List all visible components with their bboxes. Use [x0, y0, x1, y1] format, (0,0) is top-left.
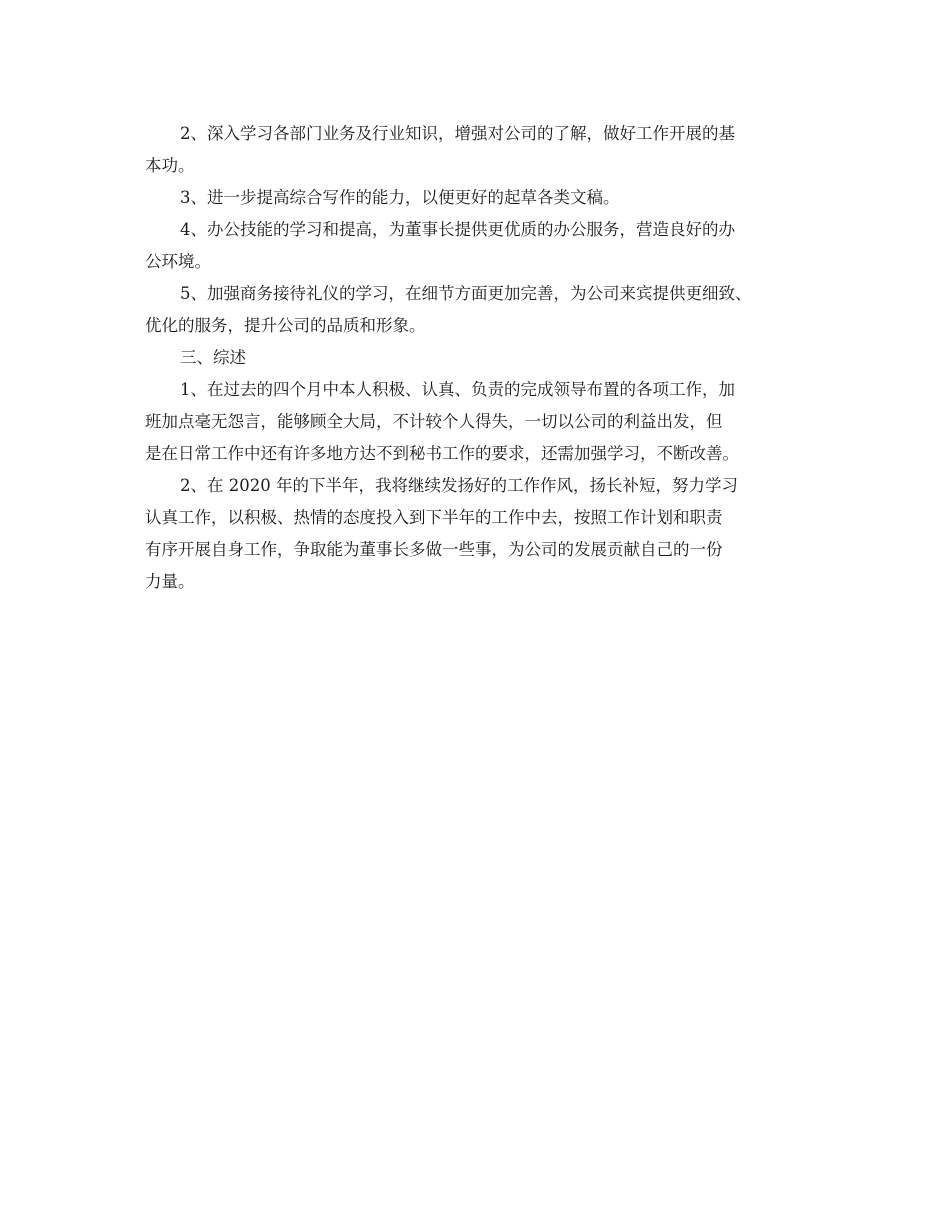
paragraph-line: 5、加强商务接待礼仪的学习，在细节方面更加完善，为公司来宾提供更细致、: [180, 284, 752, 303]
paragraph-line: 力量。: [145, 572, 195, 591]
paragraph-line: 班加点毫无怨言，能够顾全大局，不计较个人得失，一切以公司的利益出发，但: [145, 412, 723, 431]
paragraph-line: 优化的服务，提升公司的品质和形象。: [145, 316, 426, 335]
paragraph-line: 4、办公技能的学习和提高，为董事长提供更优质的办公服务，营造良好的办: [180, 220, 735, 239]
section-heading: 三、综述: [180, 348, 246, 367]
paragraph-line: 有序开展自身工作，争取能为董事长多做一些事，为公司的发展贡献自己的一份: [145, 540, 723, 559]
paragraph-line: 是在日常工作中还有许多地方达不到秘书工作的要求，还需加强学习，不断改善。: [145, 444, 739, 463]
document-body: [145, 118, 825, 598]
paragraph-line: 2、深入学习各部门业务及行业知识，增强对公司的了解，做好工作开展的基: [180, 124, 735, 143]
paragraph-line: 本功。: [145, 156, 195, 175]
paragraph-line: 公环境。: [145, 252, 211, 271]
paragraph-line: 3、进一步提高综合写作的能力，以便更好的起草各类文稿。: [180, 188, 620, 207]
paragraph-line: 认真工作，以积极、热情的态度投入到下半年的工作中去，按照工作计划和职责: [145, 508, 723, 527]
paragraph-line: 1、在过去的四个月中本人积极、认真、负责的完成领导布置的各项工作，加: [180, 380, 735, 399]
paragraph-line: 2、在 2020 年的下半年，我将继续发扬好的工作作风，扬长补短，努力学习: [180, 476, 738, 495]
